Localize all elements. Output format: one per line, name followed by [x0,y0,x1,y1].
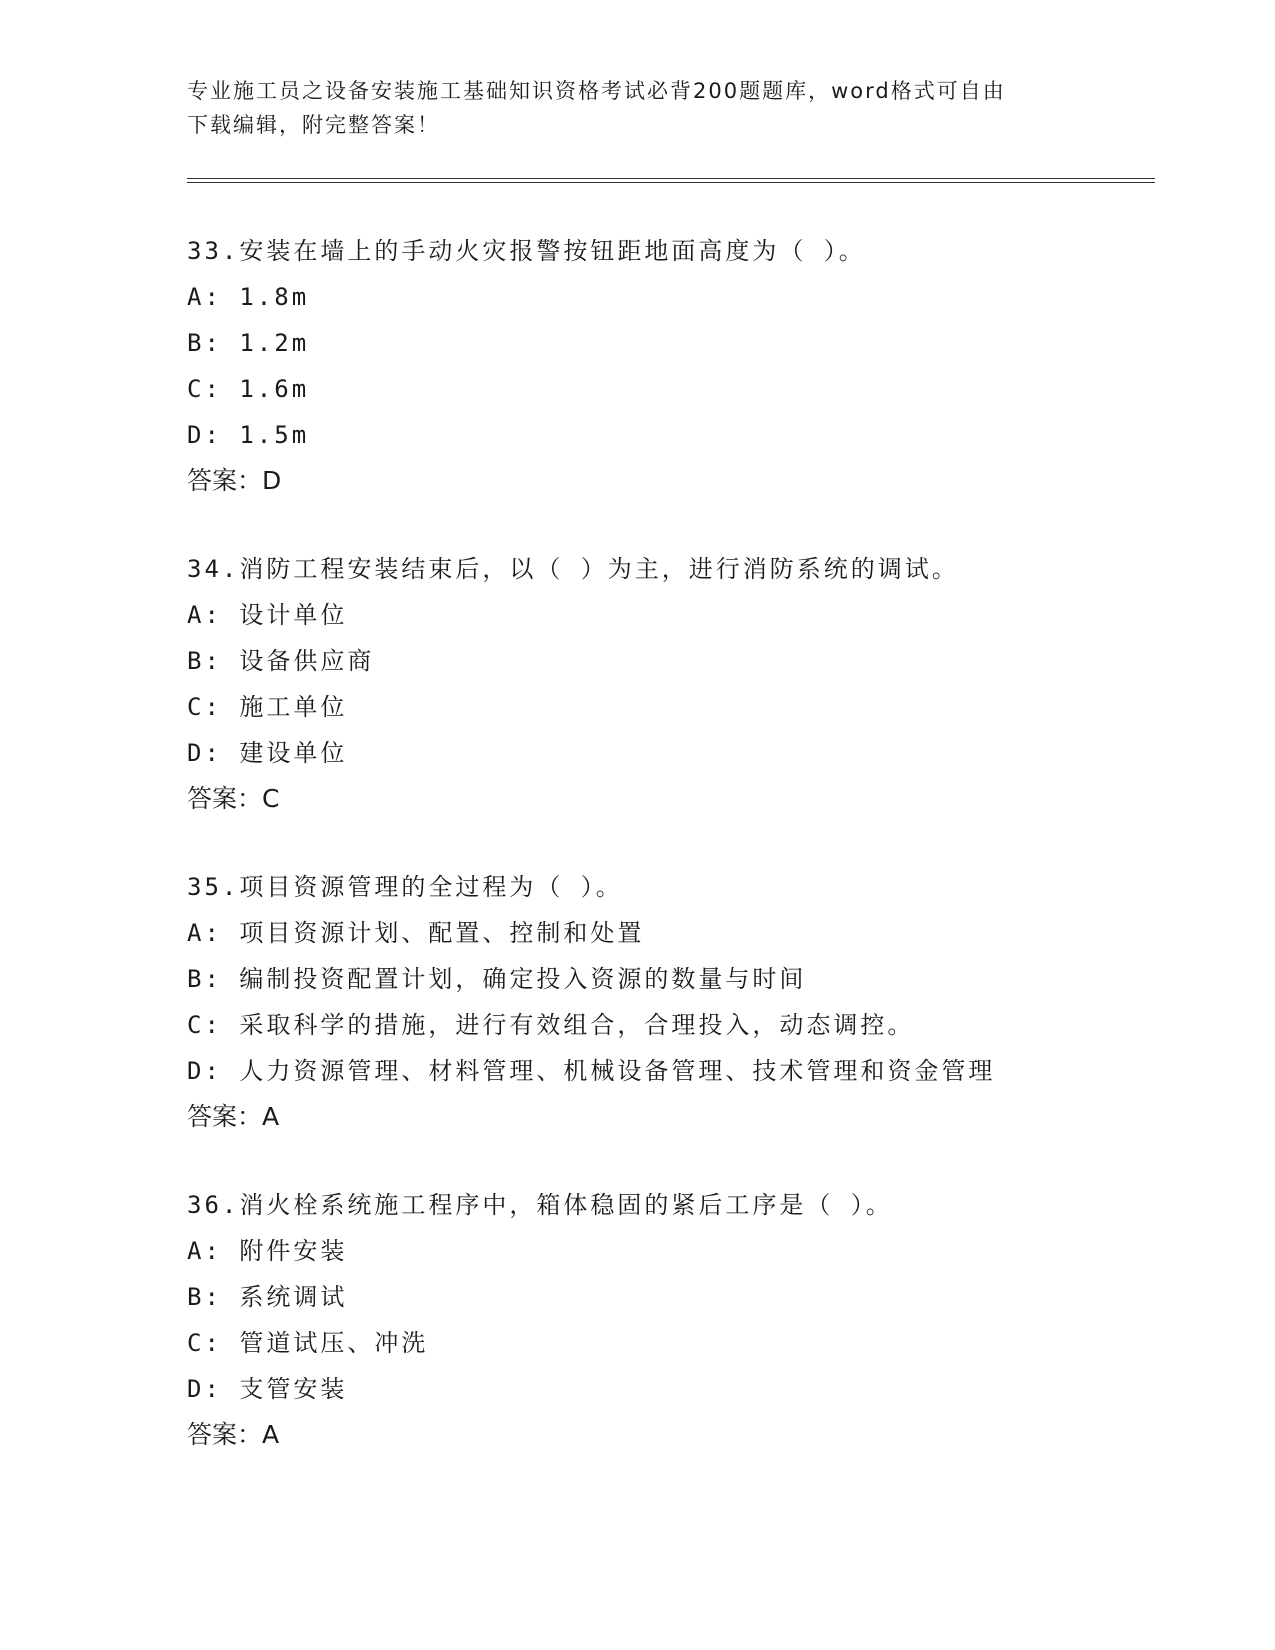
option-a: A: 1.8m [187,283,310,311]
option-b: B: 系统调试 [187,1283,348,1311]
option-c: C: 采取科学的措施，进行有效组合，合理投入，动态调控。 [187,1011,915,1039]
option-b: B: 编制投资配置计划，确定投入资源的数量与时间 [187,965,807,993]
option-a: A: 附件安装 [187,1237,348,1265]
option-a: A: 项目资源计划、配置、控制和处置 [187,919,645,947]
question-35 [187,864,1155,1140]
header-divider [187,178,1155,183]
option-b: B: 设备供应商 [187,647,375,675]
option-c: C: 管道试压、冲洗 [187,1329,429,1357]
answer: 答案：A [187,1102,280,1131]
answer: 答案：D [187,466,282,495]
option-b: B: 1.2m [187,329,310,357]
header-line-2: 下载编辑，附完整答案！ [187,113,440,137]
document-header [187,74,1067,142]
header-line-1: 专业施工员之设备安装施工基础知识资格考试必背200题题库，word格式可自由 [187,79,1006,103]
option-a: A: 设计单位 [187,601,348,629]
answer: 答案：A [187,1420,280,1449]
answer: 答案：C [187,784,280,813]
option-d: D: 建设单位 [187,739,348,767]
question-stem: 34.消防工程安装结束后，以（ ）为主，进行消防系统的调试。 [187,555,959,583]
option-d: D: 1.5m [187,421,310,449]
option-c: C: 施工单位 [187,693,348,721]
question-33 [187,228,1155,504]
option-c: C: 1.6m [187,375,310,403]
question-34 [187,546,1155,822]
question-stem: 33.安装在墙上的手动火灾报警按钮距地面高度为（ ）。 [187,237,866,265]
question-36 [187,1182,1155,1458]
question-stem: 36.消火栓系统施工程序中，箱体稳固的紧后工序是（ ）。 [187,1191,893,1219]
option-d: D: 支管安装 [187,1375,348,1403]
option-d: D: 人力资源管理、材料管理、机械设备管理、技术管理和资金管理 [187,1057,996,1085]
question-stem: 35.项目资源管理的全过程为（ ）。 [187,873,623,901]
